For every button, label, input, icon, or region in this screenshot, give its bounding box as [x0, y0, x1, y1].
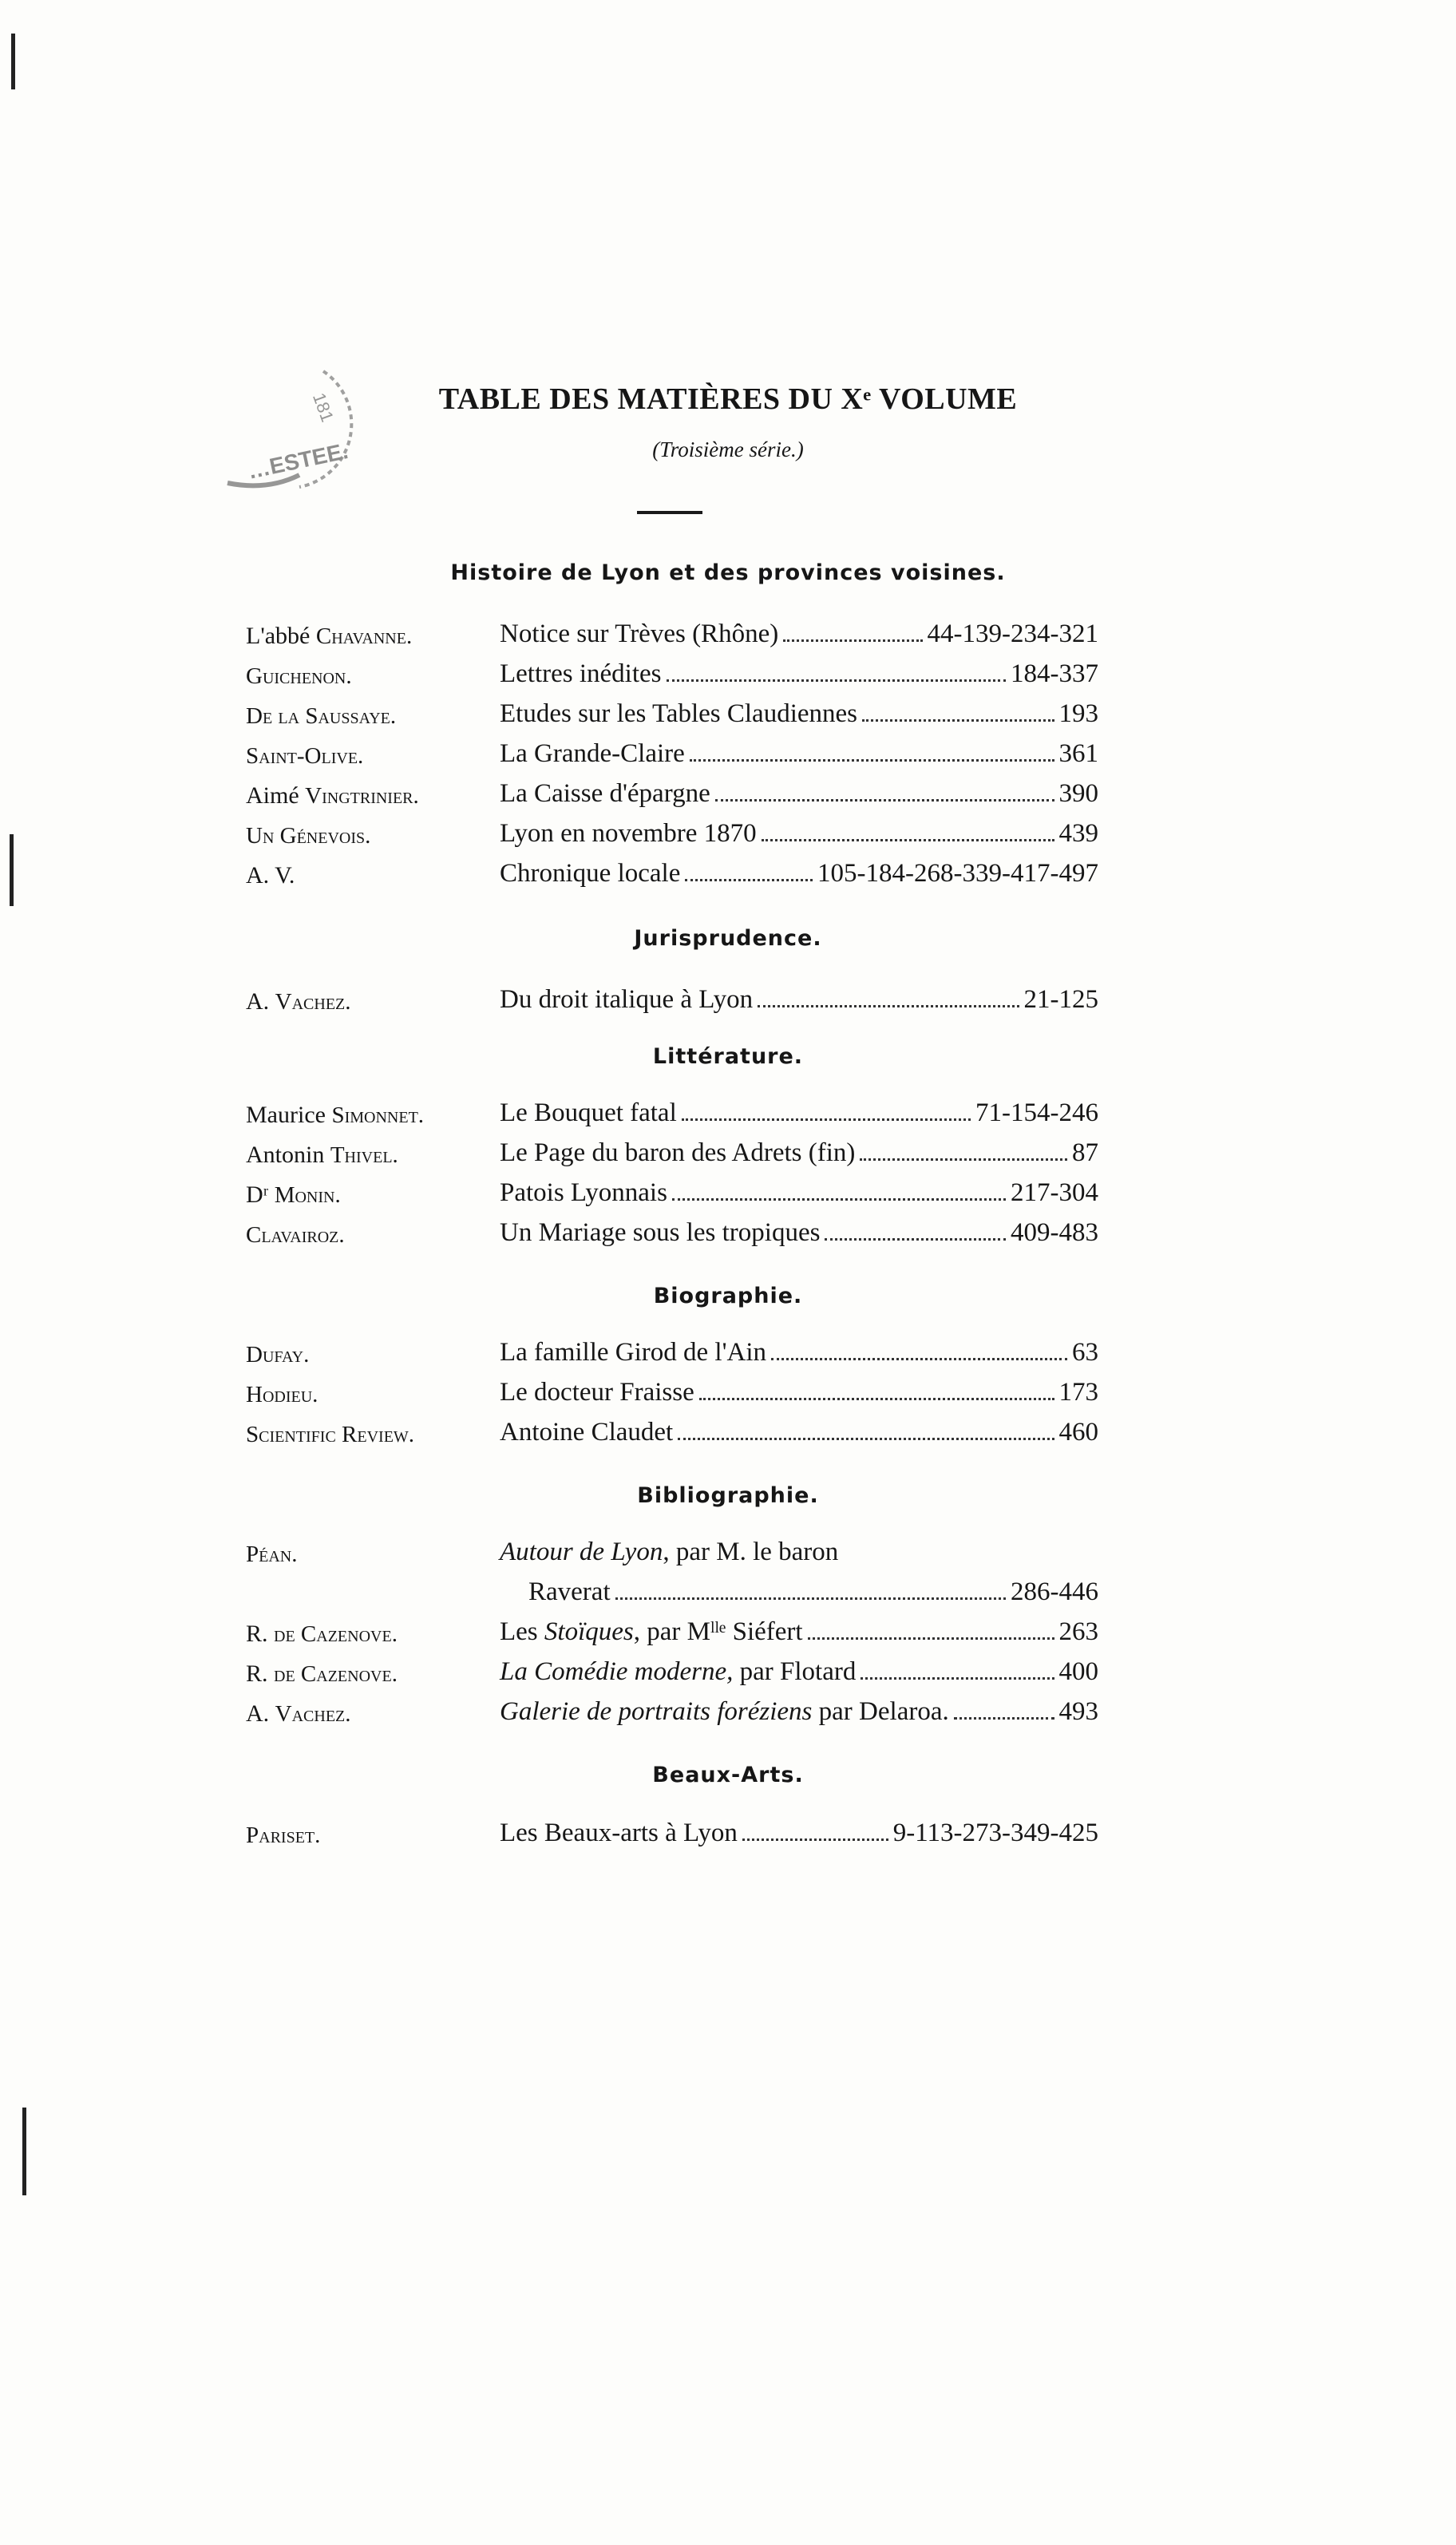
entry-author: R. de Cazenove.	[246, 1660, 398, 1687]
toc-entry: Le Bouquet fatal 71-154-246	[500, 1098, 1098, 1127]
margin-mark	[10, 834, 14, 906]
entry-author: Aimé Vingtrinier.	[246, 782, 419, 809]
toc-entry: Du droit italique à Lyon 21-125	[500, 985, 1098, 1014]
toc-entry: Le Page du baron des Adrets (fin) 87	[500, 1138, 1098, 1167]
section-heading: Beaux-Arts.	[652, 1763, 804, 1787]
toc-entry: Chronique locale 105-184-268-339-417-497	[500, 859, 1098, 888]
toc-entry: Le docteur Fraisse 173	[500, 1378, 1098, 1407]
margin-mark	[22, 2108, 26, 2195]
toc-entry: Lyon en novembre 1870 439	[500, 819, 1098, 848]
entry-author: De la Saussaye.	[246, 703, 397, 729]
stamp-number: 181	[308, 390, 338, 425]
toc-entry: La famille Girod de l'Ain 63	[500, 1338, 1098, 1367]
entry-author: A. V.	[246, 862, 295, 889]
entry-author: Clavairoz.	[246, 1222, 345, 1248]
page-title: TABLE DES MATIÈRES DU Xᵉ VOLUME	[438, 382, 1018, 416]
entry-author: A. Vachez.	[246, 988, 351, 1015]
toc-entry: Lettres inédites 184-337	[500, 659, 1098, 688]
toc-entry: Un Mariage sous les tropiques 409-483	[500, 1218, 1098, 1247]
entry-author: Guichenon.	[246, 663, 352, 689]
toc-entry: Etudes sur les Tables Claudiennes 193	[500, 699, 1098, 728]
section-heading: Biographie.	[653, 1284, 803, 1308]
toc-entry: Notice sur Trèves (Rhône) 44-139-234-321	[500, 619, 1098, 648]
section-heading: Jurisprudence.	[634, 926, 822, 951]
stamp-text: …ESTEE.	[245, 437, 350, 484]
section-heading: Littérature.	[652, 1044, 804, 1069]
entry-author: Antonin Thivel.	[246, 1142, 398, 1168]
toc-entry: La Caisse d'épargne 390	[500, 779, 1098, 808]
entry-author: Péan.	[246, 1542, 298, 1567]
title-rule	[637, 511, 702, 514]
entry-author: Dʳ Monin.	[246, 1181, 341, 1208]
entry-author: Scientific Review.	[246, 1422, 415, 1447]
toc-entry: Raverat 286-446	[528, 1577, 1098, 1606]
entry-author: R. de Cazenove.	[246, 1621, 398, 1647]
entry-author: Hodieu.	[246, 1382, 318, 1407]
margin-mark	[11, 34, 15, 89]
entry-author: Maurice Simonnet.	[246, 1102, 425, 1128]
entry-author: Pariset.	[246, 1823, 321, 1848]
section-heading: Histoire de Lyon et des provinces voisines.	[450, 560, 1006, 585]
toc-entry: Antoine Claudet 460	[500, 1418, 1098, 1447]
toc-entry: Les Stoïques, par Mˡˡᵉ Siéfert 263	[500, 1617, 1098, 1646]
toc-entry: Les Beaux-arts à Lyon 9-113-273-349-425	[500, 1819, 1098, 1847]
entry-author: Saint-Olive.	[246, 743, 364, 769]
section-heading: Bibliographie.	[637, 1483, 819, 1508]
entry-author: Dufay.	[246, 1342, 310, 1367]
page-subtitle: (Troisième série.)	[652, 437, 804, 461]
toc-entry: Galerie de portraits foréziens par Delaroa. 493	[500, 1697, 1098, 1726]
toc-entry: Patois Lyonnais 217-304	[500, 1178, 1098, 1207]
toc-entry: La Comédie moderne, par Flotard 400	[500, 1657, 1098, 1686]
toc-entry: La Grande-Claire 361	[500, 739, 1098, 768]
toc-entry-line1: Autour de Lyon, par M. le baron	[500, 1538, 839, 1566]
entry-author: L'abbé Chavanne.	[246, 623, 413, 649]
entry-author: A. Vachez.	[246, 1700, 351, 1727]
library-stamp	[204, 355, 367, 503]
entry-author: Un Génevois.	[246, 823, 371, 849]
